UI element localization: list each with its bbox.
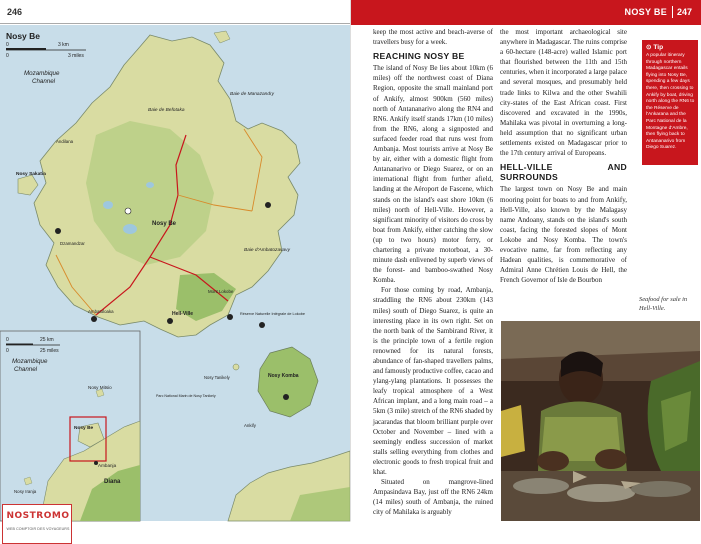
svg-text:Nosy Sakatia: Nosy Sakatia: [16, 172, 46, 177]
market-vendor-photo: [501, 321, 700, 521]
text-column-right: [500, 27, 627, 285]
nosy-be-map: [0, 25, 350, 531]
svg-text:Nosy Be: Nosy Be: [152, 221, 177, 227]
logo-tagline: WEB COMPTOIR DES VOYAGEURS: [6, 527, 70, 531]
svg-text:Nosy Be: Nosy Be: [74, 426, 94, 431]
svg-text:0: 0: [6, 348, 9, 354]
left-page: [0, 0, 350, 531]
tip-label: ⊙ Tip: [646, 44, 664, 51]
svg-text:Hell-Ville: Hell-Ville: [172, 311, 194, 317]
svg-text:Parc National Marin de Nosy Ta: Parc National Marin de Nosy Tanikely: [156, 394, 216, 398]
svg-text:Nosy Tanikely: Nosy Tanikely: [204, 375, 230, 380]
svg-text:25 miles: 25 miles: [40, 348, 59, 354]
header-divider: [672, 6, 673, 18]
svg-text:Mont Lokobe: Mont Lokobe: [208, 289, 234, 294]
left-page-header: [0, 0, 350, 24]
left-page-number: 246: [7, 7, 23, 17]
inset-map: [0, 331, 140, 521]
svg-text:Andilana: Andilana: [56, 139, 74, 144]
tip-text: A popular itinerary through northern Madagascar entails flying into Nosy Be, spending a few days there, then crossing to Ankify by boat, driving north along the RN6 to the Réserve de l'Ankarana and the Parc National de la Montagne d'Ambre, then flying back to Antananarivo from Diego Suarez.: [646, 53, 695, 151]
hellville-paragraph: The largest town on Nosy Be and main mooring point for boats to and from Ankify, Hell-Ville, also known by the Malagasy name Andoany, stands on the island's south coast, facing the forested slopes of Mont Lokobe and Nosy Komba. The town's evocative name, far from reflecting any Hadean qualities, is commemorative of Admiral Anne Chrétien Louis de Hell, the French Governor of Isle de Bourbon: [500, 185, 627, 285]
right-page-header: [351, 0, 701, 25]
nosy-komba-island: [258, 347, 318, 417]
svg-text:Mozambique: Mozambique: [12, 358, 48, 365]
svg-text:Mozambique: Mozambique: [24, 70, 60, 77]
svg-text:Channel: Channel: [14, 366, 38, 373]
nosy-sakatia-island: [18, 175, 38, 195]
svg-text:Diana: Diana: [104, 479, 121, 485]
svg-text:3 km: 3 km: [58, 42, 69, 48]
section-heading-reaching: REACHING NOSY BE: [373, 51, 465, 62]
svg-text:Baie de Befotaka: Baie de Befotaka: [148, 108, 185, 113]
reaching-paragraph-2: For those coming by road, Ambanja, straddling the RN6 about 230km (143 miles) south of Diego Suarez, is quite an interesting place in its own right. Set on the north bank of the Sambirand River, it is the principle town of a fertile region renowned for its natural forests, abundance of fan-shaped travellers palms, and famously productive coffee, cacao and ylang-ylang plantations. It possesses the leafy tropical atmosphere of a West African implant, and a long main road – a 5km (3 mile) stretch of the RN6 shaded by jacarandas that bloom brilliant purple over October and November – lined with a seemingly endless succession of market stalls selling everything from clothes and electronic goods to fresh tropical fruit and khat.: [373, 286, 493, 477]
nostromo-logo: [2, 504, 72, 544]
svg-text:0: 0: [6, 42, 9, 48]
svg-text:0: 0: [6, 53, 9, 59]
nosy-tanikely-island: [233, 364, 239, 370]
section-heading-hellville: HELL-VILLE AND SURROUNDS: [500, 162, 627, 183]
svg-text:Baie d'Ambatozavavy: Baie d'Ambatozavavy: [244, 248, 290, 253]
svg-text:3 miles: 3 miles: [68, 53, 84, 59]
svg-text:25 km: 25 km: [40, 337, 54, 343]
svg-text:0: 0: [6, 337, 9, 343]
svg-text:Channel: Channel: [32, 78, 56, 85]
svg-text:Nosy Iranja: Nosy Iranja: [14, 489, 37, 494]
svg-text:Ankify: Ankify: [244, 423, 256, 428]
svg-text:Ambatoloaka: Ambatoloaka: [88, 309, 114, 314]
photo-caption: Seafood for sale in Hell-Ville.: [639, 296, 688, 312]
logo-title: NOSTROMO: [6, 511, 70, 521]
mahilaka-paragraph: the most important archaeological site anywhere in Madagascar. The ruins comprise a 60-hectare (148-acre) walled Islamic port that flourished between the 11th and 15th centuries, when it incorporated a large palace and several mosques, and presumably held trade links to Kilwa and the other Swahili city-states of the East African coast. First discovered and excavated in the 1990s, Mahilaka was pivotal in overturning a long-held assumption that no significant urban settlements existed on Madagascar prior to the 17th century arrival of Europeans.: [500, 28, 627, 158]
map-title: Nosy Be: [6, 31, 41, 41]
tip-icon: ⊙: [646, 44, 654, 51]
reaching-paragraph-1: The island of Nosy Be lies about 10km (6 miles) off the northwest coast of Diana Region, opposite the small mainland port of Ankify, almost 900km (560 miles) north of Antananarivo along the RN4 and RN6. Ankify itself stands 17km (10 miles) from the RN6, along a signposted and surfaced feeder road that runs west from Ambanja. Most tourists arrive at Nosy Be by air, either with a domestic flight from Antananarivo or Diego Suarez, or on an international flight from further afield, landing at the Aéroport de Fascene, which stands on the island's east shore 10km (6 miles) north of Hell-Ville. However, a significant minority of visitors do cross by boat from Ankify, either catching the slow (up to two hours) motor ferry, or chartering a private motorboat, a 30-minute dash enlivened by superb views of the forest- and bamboo-swathed Nosy Komba.: [373, 64, 493, 285]
running-head: NOSY BE: [624, 7, 667, 17]
tip-box: [642, 40, 698, 165]
intro-paragraph: keep the most active and beach-averse of travellers busy for a week.: [373, 28, 493, 47]
svg-text:Réserve Naturelle Intégrale de: Réserve Naturelle Intégrale de Lokobe: [240, 312, 306, 316]
svg-text:Dzamandzar: Dzamandzar: [60, 241, 85, 246]
right-page: [350, 0, 700, 521]
svg-text:Baie de Manazandry: Baie de Manazandry: [230, 92, 274, 97]
reaching-paragraph-3: Situated on mangrove-lined Ampasindava Bay, just off the RN6 24km (14 miles) south of Ambanja, the ruined city of Mahilaka is arguably: [373, 478, 493, 517]
svg-text:Nosy Komba: Nosy Komba: [268, 373, 299, 379]
right-page-number: 247: [676, 7, 692, 17]
svg-text:Nosy Mitsio: Nosy Mitsio: [88, 385, 112, 390]
svg-text:Ambanja: Ambanja: [98, 463, 117, 468]
text-column-left: [373, 27, 493, 518]
